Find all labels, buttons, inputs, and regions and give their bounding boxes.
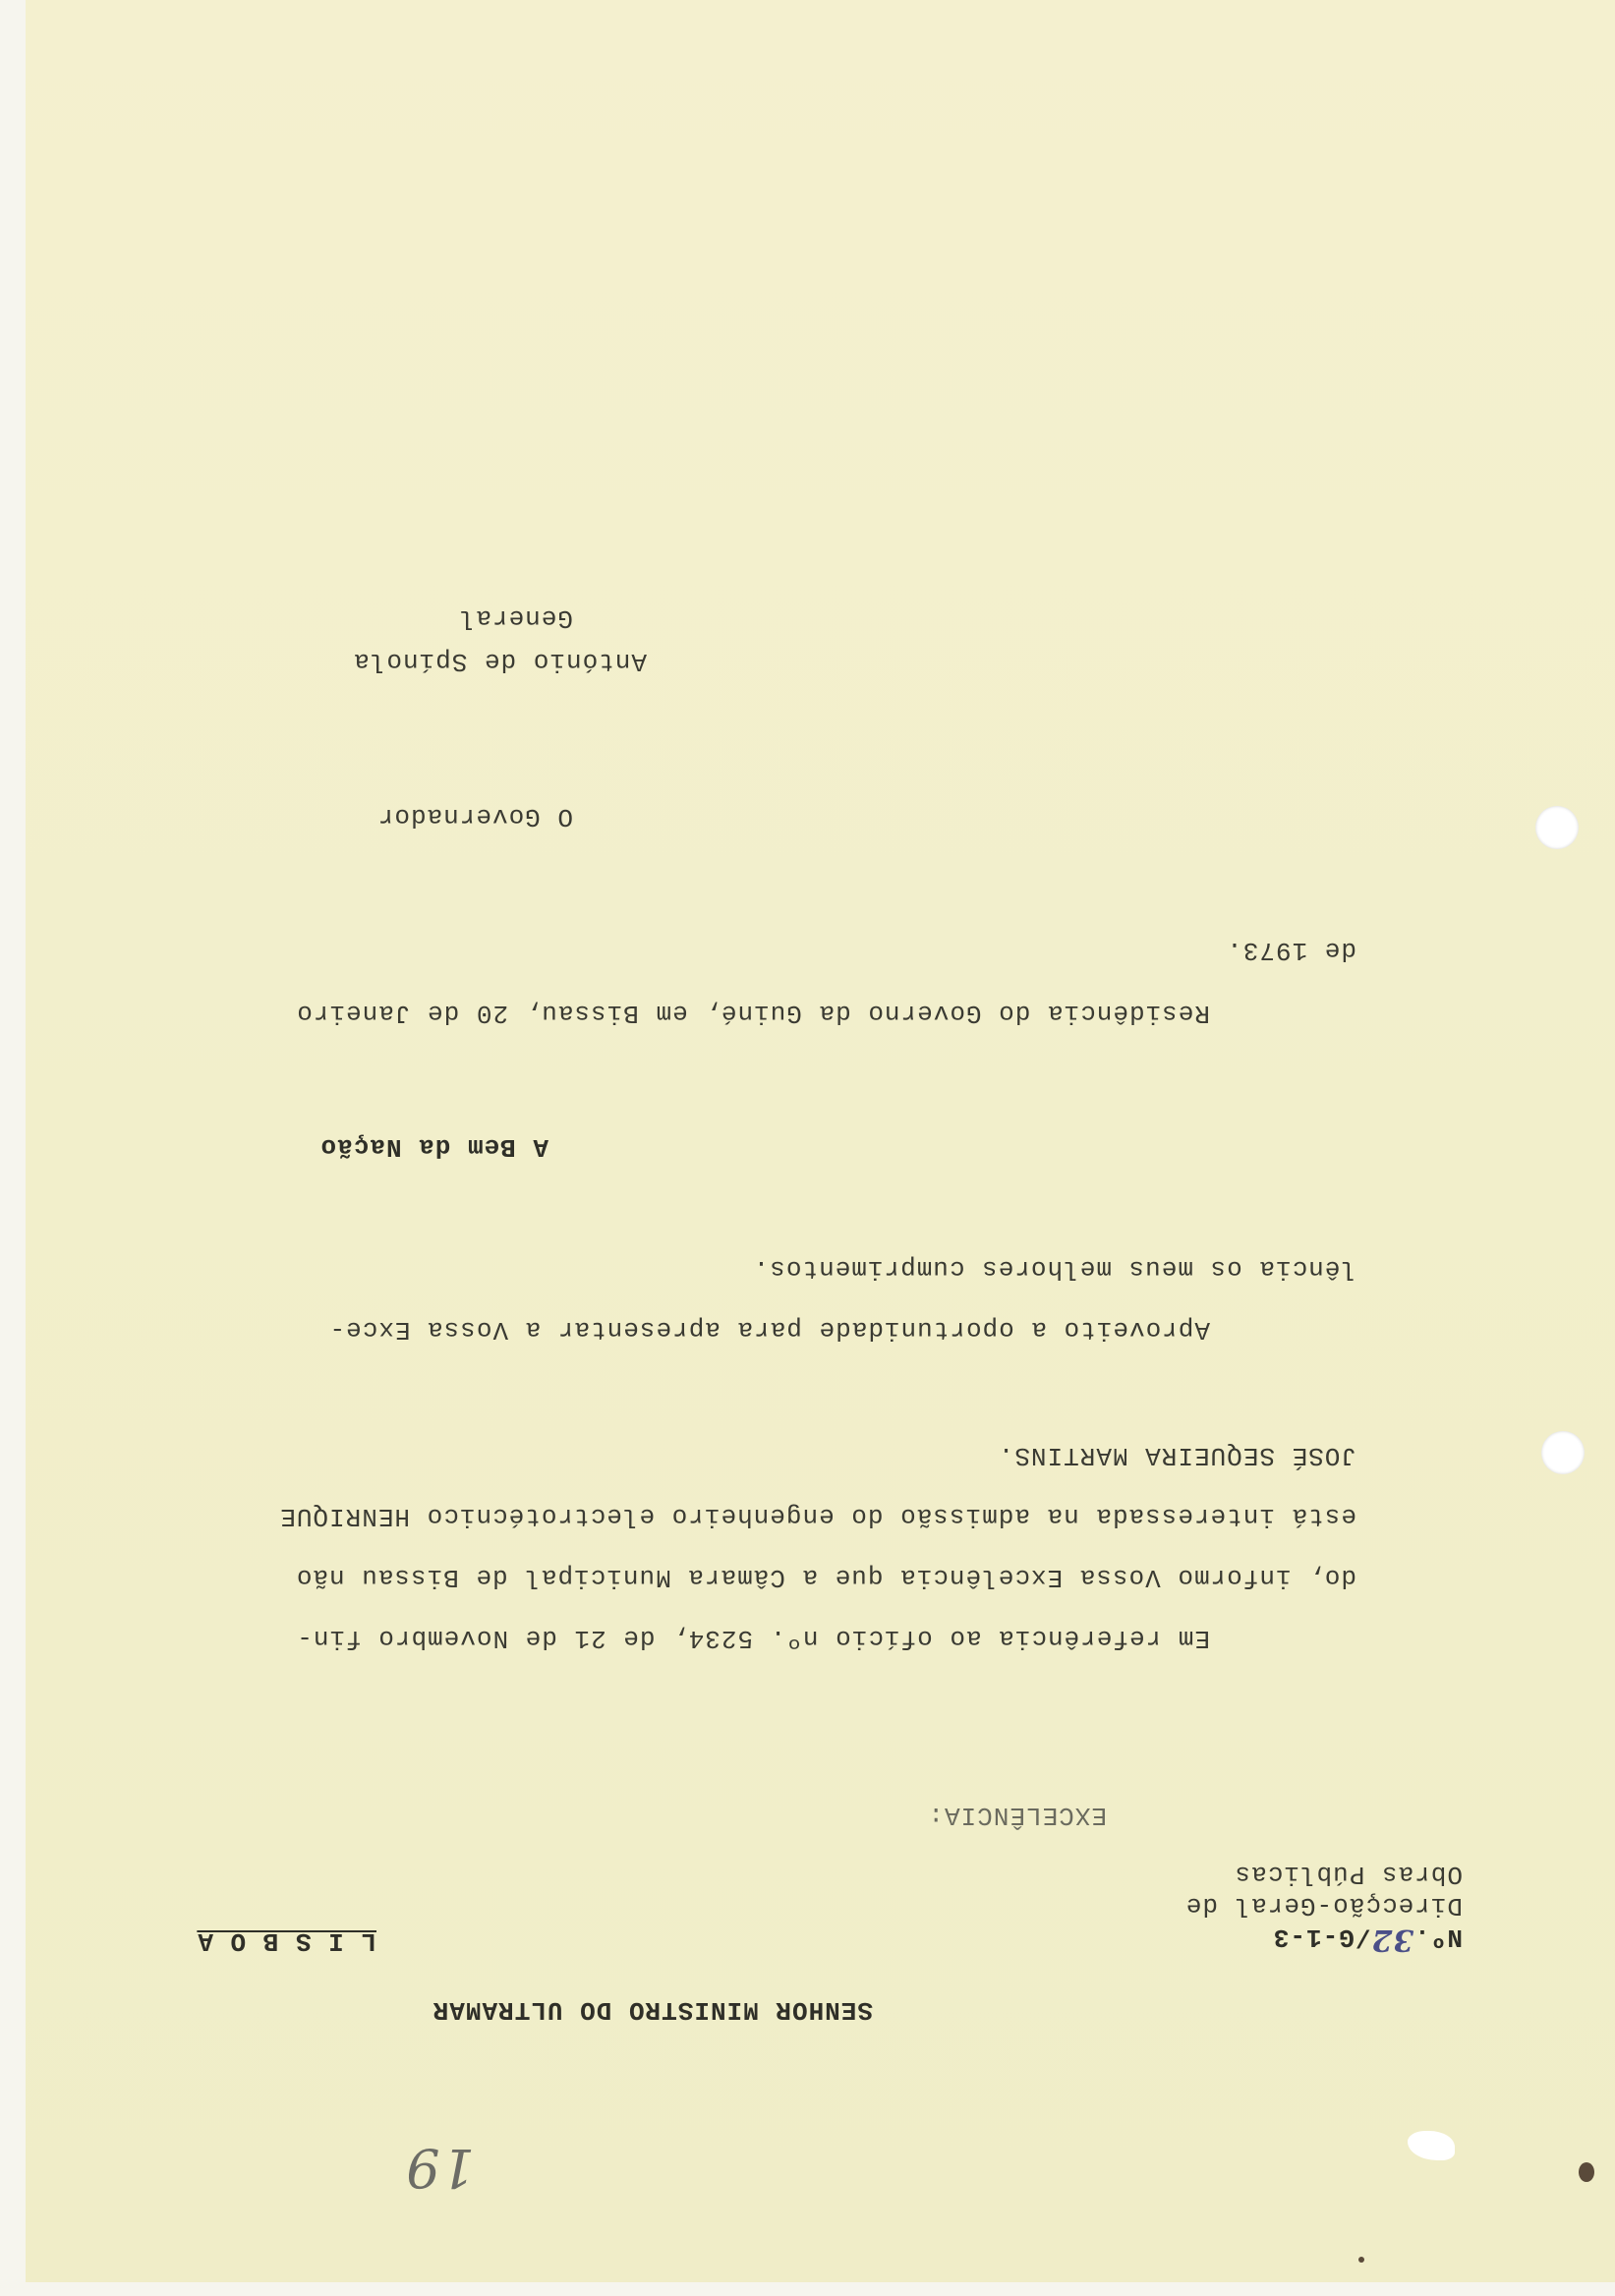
department-line2: Obras Públicas bbox=[1234, 1860, 1463, 1889]
closing-line-2: lência os meus melhores cumprimentos. bbox=[752, 1254, 1356, 1284]
addressee-city: L I S B O A bbox=[197, 1926, 376, 1956]
reference-handwritten-number: 32 bbox=[1370, 1923, 1414, 1957]
body-line-4: JOSÉ SEQUEIRA MARTINS. bbox=[997, 1441, 1356, 1470]
salutation: EXCELÊNCIA: bbox=[927, 1801, 1107, 1830]
body-line-3: está interessada na admissão do engenheiro electrotécnico HENRIQUE bbox=[279, 1502, 1356, 1531]
signatory-rank: General bbox=[458, 603, 573, 633]
page-number: 19 bbox=[405, 2137, 475, 2199]
place-date-line-1: Residência do Governo da Guiné, em Bissau, 20 de Janeiro bbox=[296, 999, 1210, 1028]
place-date-line-2: de 1973. bbox=[1226, 936, 1356, 965]
reference-number bbox=[1272, 1923, 1463, 1957]
signatory-name: António de Spínola bbox=[353, 647, 647, 676]
body-line-1: Em referência ao ofício nº. 5234, de 21 de Novembro fin- bbox=[296, 1624, 1210, 1653]
reference-suffix: /G-1-3 bbox=[1272, 1923, 1371, 1952]
addressee-title: SENHOR MINISTRO DO ULTRAMAR bbox=[432, 1995, 873, 2025]
motto: A Bem da Nação bbox=[319, 1132, 548, 1162]
signatory-title: O Governador bbox=[376, 802, 573, 832]
department-line1: Direcção-Geral de bbox=[1184, 1891, 1463, 1921]
reference-prefix: Nº. bbox=[1413, 1923, 1463, 1952]
closing-line-1: Aproveito a oportunidade para apresentar a Vossa Exce- bbox=[328, 1315, 1210, 1345]
body-line-2: do, informo Vossa Excelência que a Câmara Municipal de Bissau não bbox=[295, 1563, 1356, 1592]
